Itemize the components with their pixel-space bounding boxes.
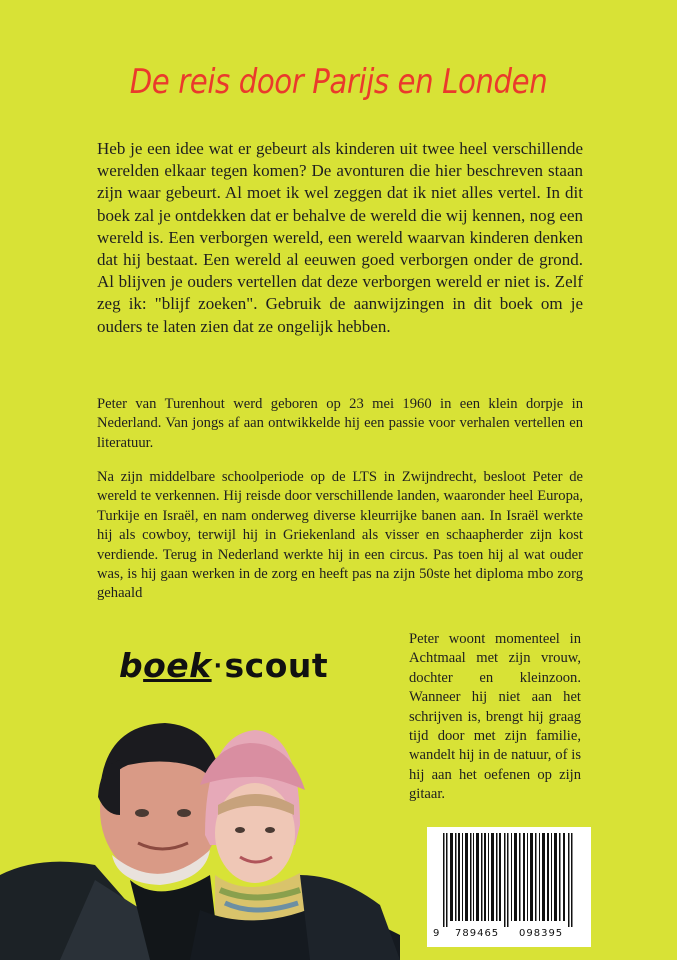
book-title: De reis door Parijs en Londen	[129, 62, 548, 102]
barcode-group-1: 789465	[455, 928, 500, 939]
author-bio-paragraph-3: Peter woont momenteel in Achtmaal met zijn vrouw, dochter en kleinzoon. Wanneer hij niet aan het schrijven is, brengt hij graag tijd door met zijn familie, wandelt hij in de natuur, of is hij aan het oefenen op zijn gitaar.	[409, 631, 581, 803]
isbn-barcode	[427, 827, 591, 947]
author-bio-paragraph-2: Na zijn middelbare schoolperiode op de LTS in Zwijndrecht, besloot Peter de wereld te verkennen. Hij reisde door verschillende landen, waaronder heel Europa, Turkije en Israël, en nam onderweg diverse kleurrijke banen aan. In Israël werkte hij als cowboy, terwijl hij in Griekenland als visser en schaapherder zijn kost verdiende. Terug in Nederland werkte hij in een circus. Pas toen hij al wat ouder was, is hij gaan werken in de zorg en heeft pas na zijn 50ste het diploma mbo zorg gehaald	[97, 469, 583, 602]
author-bio-paragraph-1: Peter van Turenhout werd geboren op 23 mei 1960 in een klein dorpje in Nederland. Van jongs af aan ontwikkelde hij een passie voor verhalen vertellen en literatuur.	[97, 396, 583, 451]
author-photo	[0, 705, 400, 960]
barcode-group-2: 098395	[519, 928, 564, 939]
barcode-digits	[427, 927, 591, 943]
barcode-bars	[427, 827, 591, 927]
publisher-logo: boek·scout	[119, 646, 329, 685]
back-cover-blurb: Heb je een idee wat er gebeurt als kinderen uit twee heel verschillende werelden elkaar tegen komen? De avonturen die hier beschreven staan zijn waar gebeurt. Al moet ik wel zeggen dat ik niet alles vertel. In dit boek zal je ontdekken dat er behalve de wereld die wij kennen, nog een wereld is. Een verborgen wereld, een wereld waarvan kinderen denken dat hij bestaat. Een wereld al eeuwen goed verborgen onder de grond. Al blijven je ouders vertellen dat deze verborgen wereld er niet is. Zelf zeg ik: "blijf zoeken". Gebruik de aanwijzingen in dit boek om je ouders te laten zien dat ze ongelijk hebben.	[97, 139, 583, 336]
barcode-digit-first: 9	[433, 928, 440, 939]
